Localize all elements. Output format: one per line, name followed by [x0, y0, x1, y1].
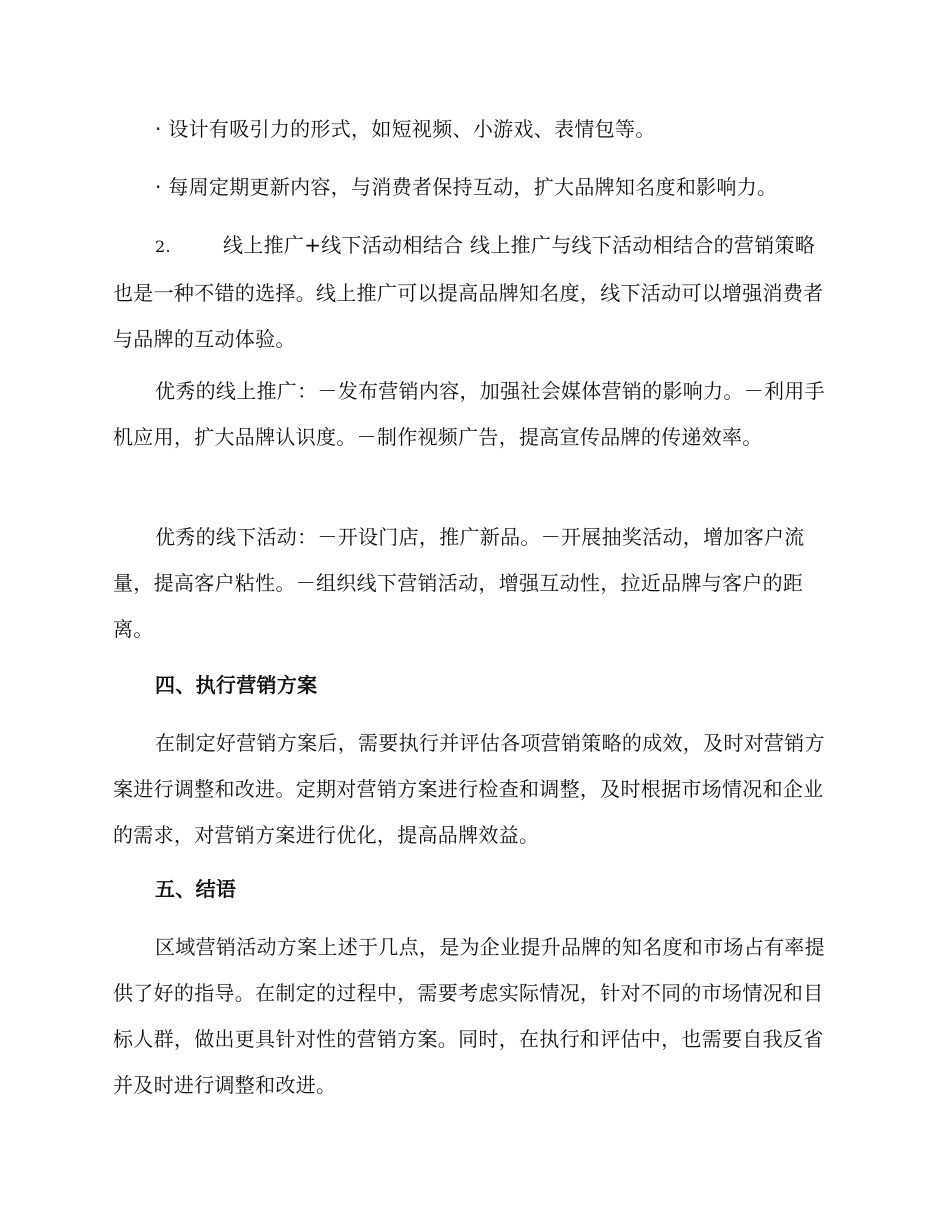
offline-activity-paragraph: 优秀的线下活动：－开设门店，推广新品。－开展抽奖活动，增加客户流量，提高客户粘性。－组织线下营销活动，增强互动性，拉近品牌与客户的距离。 — [113, 525, 805, 641]
section-heading-execute: 四、执行营销方案 — [155, 673, 318, 697]
section-paragraph-execute: 在制定好营销方案后，需要执行并评估各项营销策略的成效，及时对营销方案进行调整和改进。定期对营销方案进行检查和调整，及时根据市场情况和企业的需求，对营销方案进行优化，提高品牌效益。 — [113, 731, 825, 847]
bullet-item-update: · 每周定期更新内容，与消费者保持互动，扩大品牌知名度和影响力。 — [155, 175, 778, 199]
numbered-paragraph-2 — [113, 222, 831, 362]
section-heading-conclusion: 五、结语 — [155, 877, 237, 901]
bullet-item-format: · 设计有吸引力的形式，如短视频、小游戏、表情包等。 — [155, 117, 656, 141]
section-paragraph-conclusion: 区域营销活动方案上述于几点，是为企业提升品牌的知名度和市场占有率提供了好的指导。在制定的过程中，需要考虑实际情况，针对不同的市场情况和目标人群，做出更具针对性的营销方案。同时，在执行和评估中，也需要自我反省并及时进行调整和改进。 — [113, 935, 825, 1097]
item-text: 线上推广+线下活动相结合 线上推广与线下活动相结合的营销策略也是一种不错的选择。线上推广可以提高品牌知名度，线下活动可以增强消费者与品牌的互动体验。 — [113, 233, 824, 351]
item-number: 2. — [155, 237, 171, 256]
online-promotion-paragraph: 优秀的线上推广：－发布营销内容，加强社会媒体营销的影响力。－利用手机应用，扩大品牌认识度。－制作视频广告，提高宣传品牌的传递效率。 — [113, 379, 825, 449]
